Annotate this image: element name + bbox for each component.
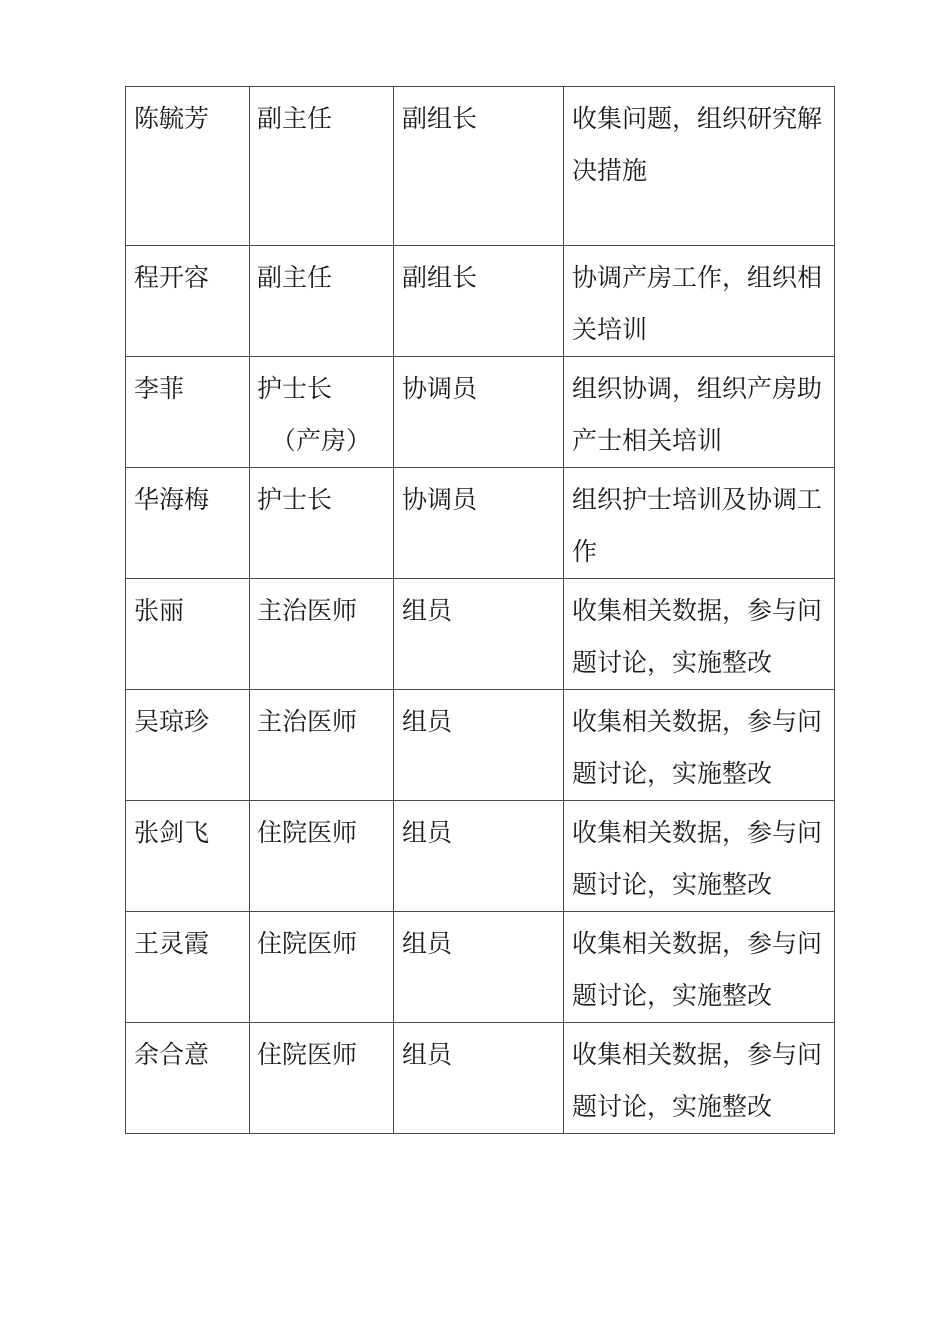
table-row: [126, 690, 835, 801]
member-role: 组员: [394, 1023, 564, 1134]
member-title-text: 护士长: [257, 374, 333, 403]
member-role: 副组长: [394, 246, 564, 357]
member-duty: 收集相关数据，参与问题讨论，实施整改: [564, 801, 835, 912]
member-title-text: 副主任: [257, 263, 333, 292]
member-title: [250, 357, 394, 468]
member-role: 组员: [394, 912, 564, 1023]
member-duty: 收集问题，组织研究解决措施: [564, 87, 835, 246]
member-role: 组员: [394, 579, 564, 690]
member-title-text: 住院医师: [257, 929, 358, 958]
table-row: [126, 87, 835, 246]
table-row: [126, 579, 835, 690]
member-role: 协调员: [394, 357, 564, 468]
table-row: [126, 357, 835, 468]
member-role: 副组长: [394, 87, 564, 246]
member-title-text: 护士长: [257, 485, 333, 514]
member-title: [250, 246, 394, 357]
member-name: 张丽: [126, 579, 250, 690]
member-title-text: 住院医师: [257, 1040, 358, 1069]
member-duty: 收集相关数据，参与问题讨论，实施整改: [564, 579, 835, 690]
member-duty: 协调产房工作，组织相关培训: [564, 246, 835, 357]
member-role: 组员: [394, 801, 564, 912]
member-name: 程开容: [126, 246, 250, 357]
member-title: [250, 468, 394, 579]
team-roster-table: [125, 86, 835, 1134]
member-title: [250, 801, 394, 912]
member-title-text: 主治医师: [257, 707, 358, 736]
member-title-text: 主治医师: [257, 596, 358, 625]
table-row: [126, 912, 835, 1023]
member-duty: 收集相关数据，参与问题讨论，实施整改: [564, 1023, 835, 1134]
member-title-dept: （产房）: [271, 426, 372, 455]
member-name: 张剑飞: [126, 801, 250, 912]
member-duty: 组织护士培训及协调工作: [564, 468, 835, 579]
table-row: [126, 1023, 835, 1134]
member-duty: 组织协调，组织产房助产士相关培训: [564, 357, 835, 468]
member-name: 陈毓芳: [126, 87, 250, 246]
member-name: 吴琼珍: [126, 690, 250, 801]
member-duty: 收集相关数据，参与问题讨论，实施整改: [564, 690, 835, 801]
member-name: 李菲: [126, 357, 250, 468]
member-name: 华海梅: [126, 468, 250, 579]
member-title: [250, 1023, 394, 1134]
member-duty: 收集相关数据，参与问题讨论，实施整改: [564, 912, 835, 1023]
member-role: 协调员: [394, 468, 564, 579]
member-title: [250, 87, 394, 246]
member-name: 余合意: [126, 1023, 250, 1134]
member-title-text: 住院医师: [257, 818, 358, 847]
table-row: [126, 246, 835, 357]
member-title: [250, 690, 394, 801]
member-title-text: 副主任: [257, 104, 333, 133]
table-row: [126, 801, 835, 912]
member-name: 王灵霞: [126, 912, 250, 1023]
member-title: [250, 912, 394, 1023]
table-row: [126, 468, 835, 579]
member-role: 组员: [394, 690, 564, 801]
member-title: [250, 579, 394, 690]
